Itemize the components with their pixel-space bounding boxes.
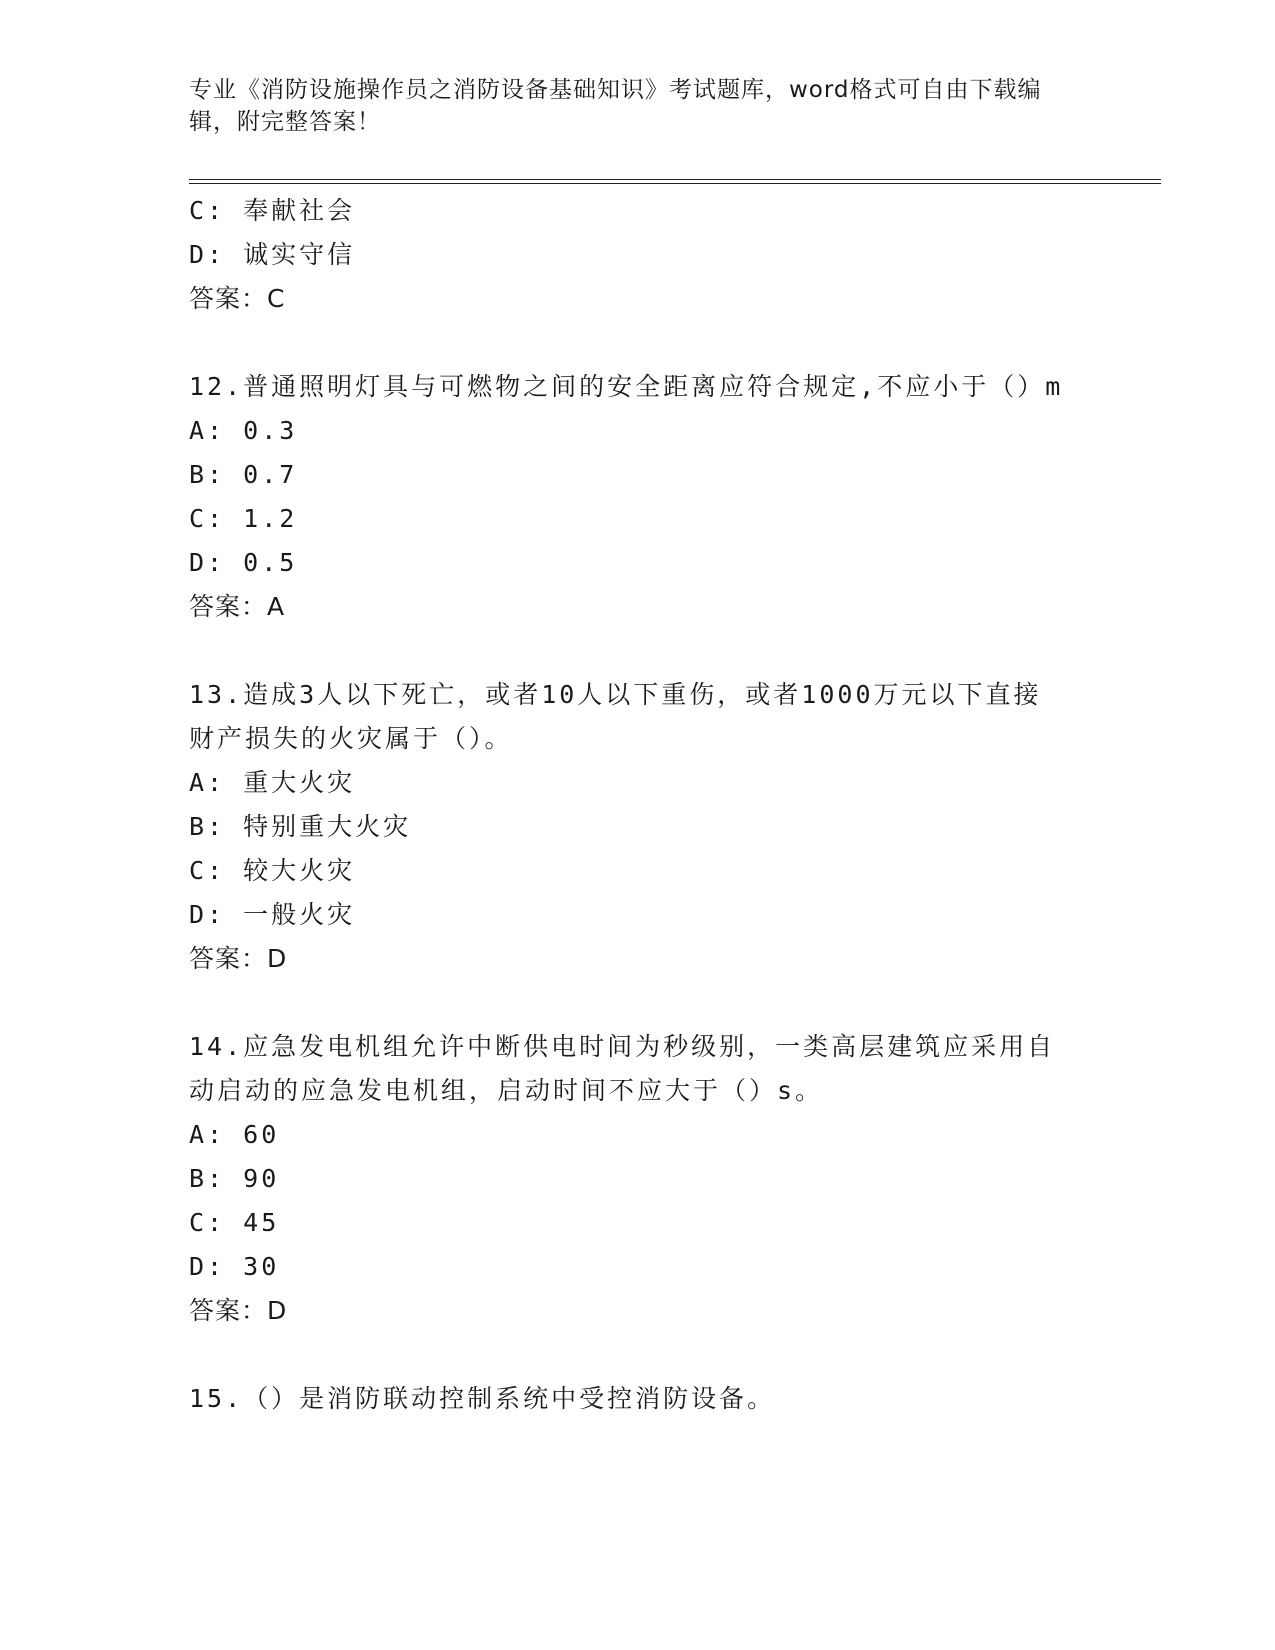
q13-option-d: D: 一般火灾: [189, 900, 356, 929]
question-13-line-1: 13.造成3人以下死亡，或者10人以下重伤，或者1000万元以下直接: [189, 680, 1042, 709]
q12-option-b: B: 0.7: [189, 460, 298, 489]
q13-option-b: B: 特别重大火灾: [189, 812, 412, 841]
option-c: C: 奉献社会: [189, 196, 356, 225]
q13-option-a: A: 重大火灾: [189, 768, 356, 797]
q14-answer: 答案：D: [189, 1296, 288, 1325]
q14-option-b: B: 90: [189, 1164, 280, 1193]
answer-line: 答案：C: [189, 284, 286, 313]
q13-option-c: C: 较大火灾: [189, 856, 356, 885]
question-14-line-2: 动启动的应急发电机组，启动时间不应大于（）s。: [189, 1076, 824, 1105]
question-12: 12.普通照明灯具与可燃物之间的安全距离应符合规定,不应小于（）m: [189, 372, 1064, 401]
question-15: 15.（）是消防联动控制系统中受控消防设备。: [189, 1384, 776, 1413]
document-header: [189, 74, 1089, 138]
option-d: D: 诚实守信: [189, 240, 356, 269]
q14-option-d: D: 30: [189, 1252, 280, 1281]
q14-option-c: C: 45: [189, 1208, 280, 1237]
header-line-1: 专业《消防设施操作员之消防设备基础知识》考试题库，word格式可自由下载编: [189, 77, 1042, 103]
q14-option-a: A: 60: [189, 1120, 280, 1149]
question-13-line-2: 财产损失的火灾属于（）。: [189, 724, 513, 753]
q12-option-c: C: 1.2: [189, 504, 298, 533]
question-14-line-1: 14.应急发电机组允许中断供电时间为秒级别，一类高层建筑应采用自: [189, 1032, 1056, 1061]
header-line-2: 辑，附完整答案！: [189, 109, 381, 135]
q12-option-d: D: 0.5: [189, 548, 298, 577]
q12-answer: 答案：A: [189, 592, 286, 621]
header-divider: [189, 179, 1161, 184]
q13-answer: 答案：D: [189, 944, 288, 973]
q12-option-a: A: 0.3: [189, 416, 298, 445]
